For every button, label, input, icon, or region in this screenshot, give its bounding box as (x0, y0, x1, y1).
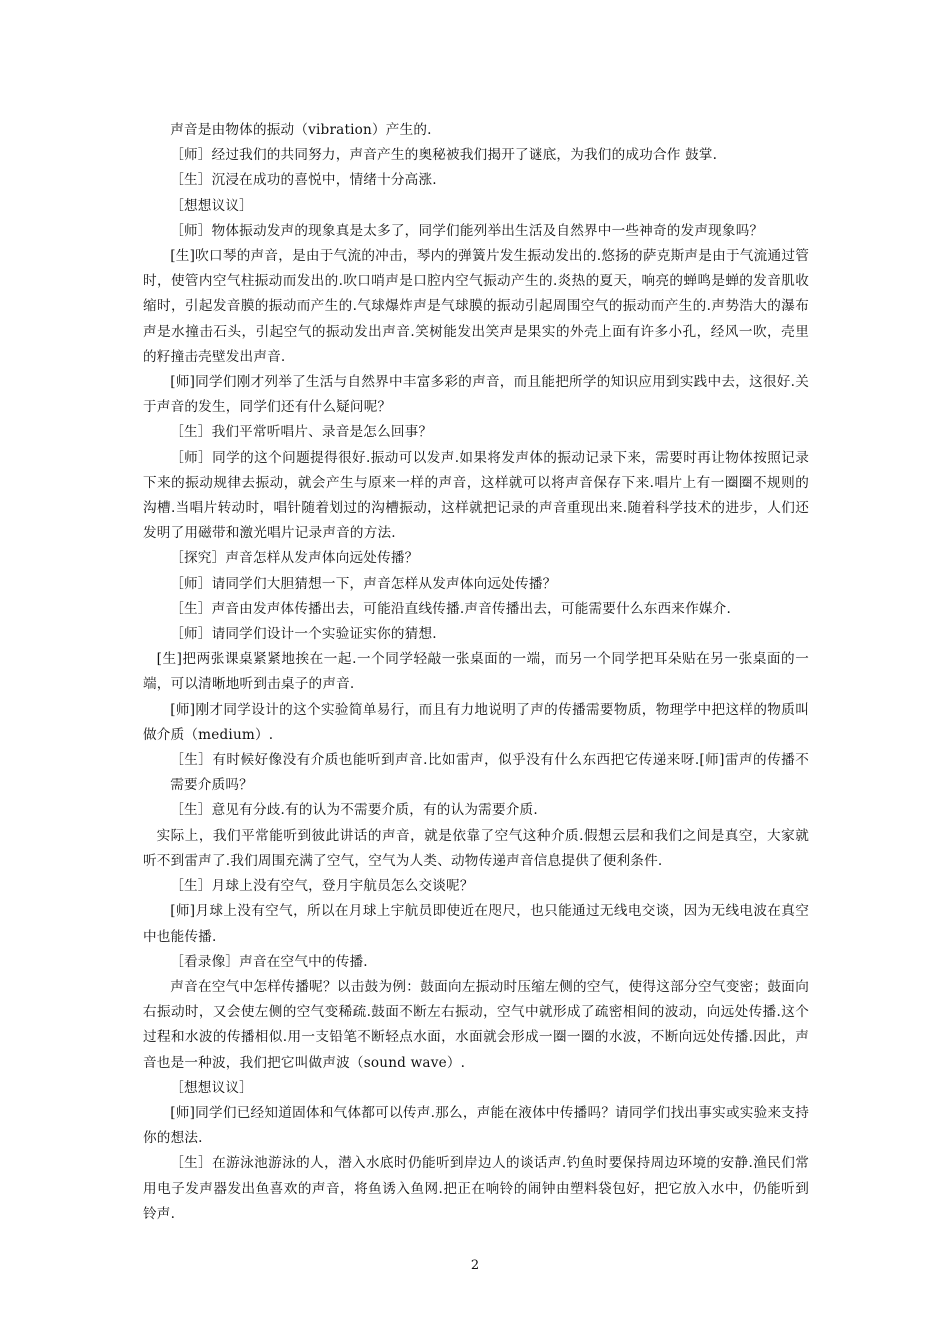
paragraph-14: [生]把两张课桌紧紧地挨在一起.一个同学轻敲一张桌面的一端，而另一个同学把耳朵贴在另一张桌面的一端，可以清晰地听到击桌子的声音. (143, 651, 809, 693)
paragraph-7: [师]同学们刚才列举了生活与自然界中丰富多彩的声音，而且能把所学的知识应用到实践中去，这很好.关于声音的发生，同学们还有什么疑问呢？ (143, 374, 809, 416)
paragraph-8: ［生］我们平常听唱片、录音是怎么回事？ (170, 424, 433, 441)
paragraph-24: [师]同学们已经知道固体和气体都可以传声.那么，声能在液体中传播吗？请同学们找出事实或实验来支持你的想法. (143, 1104, 809, 1147)
document-body (143, 118, 809, 1227)
paragraph-10: ［探究］声音怎样从发声体向远处传播？ (170, 550, 419, 567)
paragraph-19: ［生］月球上没有空气，登月宇航员怎么交谈呢？ (170, 878, 474, 895)
paragraph-2: ［师］经过我们的共同努力，声音产生的奥秘被我们揭开了谜底，为我们的成功合作 鼓掌. (170, 147, 718, 164)
paragraph-25: ［生］在游泳池游泳的人，潜入水底时仍能听到岸边人的谈话声.钓鱼时要保持周边环境的安静.渔民们常用电子发声器发出鱼喜欢的声音，将鱼诱入鱼网.把正在响铃的闹钟由塑料袋包好，把它放入水中，仍能听到铃声. (143, 1155, 809, 1222)
paragraph-11: ［师］请同学们大胆猜想一下，声音怎样从发声体向远处传播？ (170, 575, 557, 592)
page-number: 2 (470, 1258, 480, 1273)
paragraph-15: [师]刚才同学设计的这个实验简单易行，而且有力地说明了声的传播需要物质，物理学中把这样的物质叫做介质（medium）. (143, 701, 809, 743)
paragraph-18: 实际上，我们平常能听到彼此讲话的声音，就是依靠了空气这种介质.假想云层和我们之间是真空，大家就听不到雷声了.我们周围充满了空气，空气为人类、动物传递声音信息提供了便利条件. (143, 827, 809, 869)
paragraph-3: ［生］沉浸在成功的喜悦中，情绪十分高涨. (170, 172, 437, 189)
paragraph-4: ［想想议议］ (170, 197, 253, 214)
paragraph-23: ［想想议议］ (170, 1079, 253, 1096)
paragraph-17: ［生］意见有分歧.有的认为不需要介质，有的认为需要介质. (170, 802, 538, 819)
paragraph-16: ［生］有时候好像没有介质也能听到声音.比如雷声，似乎没有什么东西把它传递来呀.[师]雷声的传播不需要介质吗？ (170, 752, 809, 794)
paragraph-20: [师]月球上没有空气，所以在月球上宇航员即使近在咫尺，也只能通过无线电交谈，因为无线电波在真空中也能传播. (143, 903, 809, 945)
paragraph-21: ［看录像］声音在空气中的传播. (170, 953, 368, 970)
paragraph-1: 声音是由物体的振动（vibration）产生的. (170, 122, 432, 138)
paragraph-13: ［师］请同学们设计一个实验证实你的猜想. (170, 626, 437, 643)
paragraph-22: 声音在空气中怎样传播呢？以击鼓为例：鼓面向左振动时压缩左侧的空气，使得这部分空气变密；鼓面向右振动时，又会使左侧的空气变稀疏.鼓面不断左右振动，空气中就形成了疏密相间的波动，向远处传播.这个过程和水波的传播相似.用一支铅笔不断轻点水面，水面就会形成一圈一圈的水波，不断向远处传播.因此，声音也是一种波，我们把它叫做声波（sound wave）. (143, 978, 809, 1071)
paragraph-6: [生]吹口琴的声音，是由于气流的冲击，琴内的弹簧片发生振动发出的.悠扬的萨克斯声是由于气流通过管时，使管内空气柱振动而发出的.吹口哨声是口腔内空气振动产生的.炎热的夏天，响亮的蝉鸣是蝉的发音肌收缩时，引起发音膜的振动而产生的.气球爆炸声是气球膜的振动引起周围空气的振动而产生的.声势浩大的瀑布声是水撞击石头，引起空气的振动发出声音.笑树能发出笑声是果实的外壳上面有许多小孔，经风一吹，壳里的籽撞击壳壁发出声音. (143, 248, 809, 365)
paragraph-9: ［师］同学的这个问题提得很好.振动可以发声.如果将发声体的振动记录下来，需要时再让物体按照记录下来的振动规律去振动，就会产生与原来一样的声音，这样就可以将声音保存下来.唱片上有一圈圈不规则的沟槽.当唱片转动时，唱针随着划过的沟槽振动，这样就把记录的声音重现出来.随着科学技术的进步，人们还发明了用磁带和激光唱片记录声音的方法. (143, 449, 809, 542)
paragraph-12: ［生］声音由发声体传播出去，可能沿直线传播.声音传播出去，可能需要什么东西来作媒介. (170, 600, 731, 617)
paragraph-5: ［师］物体振动发声的现象真是太多了，同学们能列举出生活及自然界中一些神奇的发声现象吗？ (170, 222, 764, 239)
